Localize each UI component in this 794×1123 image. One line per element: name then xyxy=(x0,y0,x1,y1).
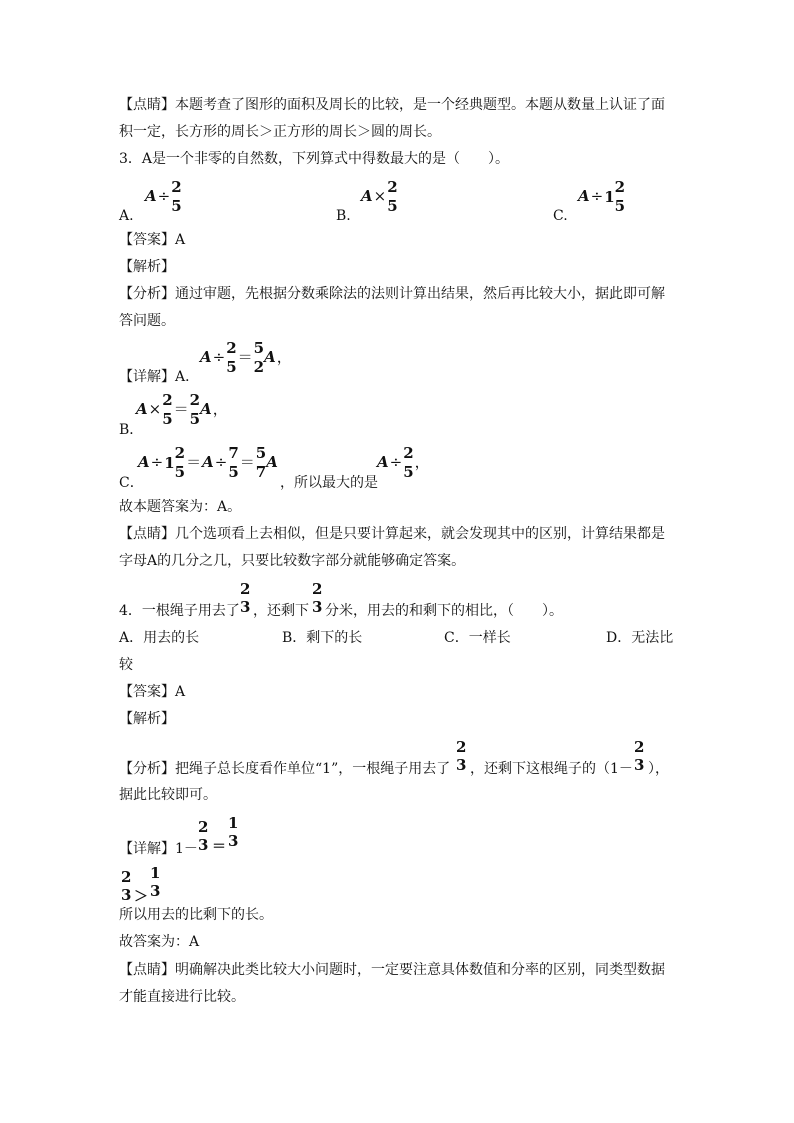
detail-c-max-expr: A÷ 2 5 ， xyxy=(377,444,430,481)
comment-line: 才能直接进行比较。 xyxy=(119,989,245,1005)
q4-fraction-used: 2 3 xyxy=(240,580,251,616)
answer-label: 【答案】A xyxy=(119,232,186,248)
option-a-label: A. xyxy=(119,208,134,224)
analysis-line-prefix: 【分析】把绳子总长度看作单位“1”，一根绳子用去了 xyxy=(119,761,451,777)
analysis-line: 据此比较即可。 xyxy=(119,787,217,803)
option-c-expr: A÷1 2 5 xyxy=(578,178,626,215)
analysis-line: 答问题。 xyxy=(119,313,175,329)
analysis-label: 【解析】 xyxy=(119,259,175,275)
detail-a-label: 【详解】A． xyxy=(119,369,200,385)
detail-q4-frac1: 2 3 xyxy=(198,818,209,854)
detail-b-label: B． xyxy=(119,422,144,438)
option-b-expr: A× 2 5 xyxy=(361,178,398,215)
option-b-label: B. xyxy=(336,208,351,224)
compare-gt: ＞ xyxy=(134,889,148,905)
answer-label: 【答案】A xyxy=(119,684,186,700)
question-4-mid: ，还剩下 xyxy=(253,603,309,619)
detail-q4-label: 【详解】1－ xyxy=(119,841,198,857)
q4-option-a: A．用去的长 xyxy=(119,630,200,646)
detail-q4-eq: ＝ xyxy=(212,839,226,855)
fx2-fraction-left: 2 3 xyxy=(634,738,645,774)
detail-c-expr: A÷1 2 5 ＝A÷ 7 5 ＝ 5 7 A xyxy=(138,444,278,481)
q4-option-d: D．无法比 xyxy=(606,630,674,646)
q4-option-d-wrap: 较 xyxy=(119,657,133,673)
analysis-line-mid: ，还剩下这根绳子的（1－ xyxy=(470,761,633,777)
detail-c-label: C． xyxy=(119,475,144,491)
option-c-label: C. xyxy=(553,208,568,224)
comment-line: 积一定，长方形的周长＞正方形的周长＞圆的周长。 xyxy=(119,124,441,140)
q4-option-c: C．一样长 xyxy=(444,630,511,646)
q4-option-b: B．剩下的长 xyxy=(282,630,363,646)
detail-c-conclusion-text: ，所以最大的是 xyxy=(280,475,378,491)
compare-frac-used: 2 3 xyxy=(121,868,132,904)
detail-a-expr: A÷ 2 5 ＝ 5 2 A， xyxy=(200,339,292,376)
analysis-line: 【分析】通过审题，先根据分数乘除法的法则计算出结果，然后再比较大小，据此即可解 xyxy=(119,286,665,302)
option-a-expr: A÷ 2 5 xyxy=(145,178,182,215)
q4-fraction-left: 2 3 xyxy=(312,580,323,616)
question-4-suffix: 分米，用去的和剩下的相比，（ ）。 xyxy=(325,603,563,619)
comment-line: 【点睛】明确解决此类比较大小问题时，一定要注意具体数值和分率的区别，同类型数据 xyxy=(119,962,665,978)
comment-line: 字母A的几分之几，只要比较数字部分就能够确定答案。 xyxy=(119,553,466,569)
comment-line: 【点睛】本题考查了图形的面积及周长的比较，是一个经典题型。本题从数量上认证了面 xyxy=(119,97,665,113)
analysis-label: 【解析】 xyxy=(119,711,175,727)
question-4-prefix: 4．一根绳子用去了 xyxy=(119,603,240,619)
compare-frac-left: 1 3 xyxy=(150,864,161,900)
question-3: 3．A是一个非零的自然数，下列算式中得数最大的是（ ）。 xyxy=(119,151,510,167)
fx2-fraction-used: 2 3 xyxy=(456,738,467,774)
detail-b-expr: A× 2 5 ＝ 2 5 A， xyxy=(136,391,228,428)
conclusion: 故答案为：A xyxy=(119,934,200,950)
detail-q4-frac2: 1 3 xyxy=(228,814,239,850)
comment-line: 【点睛】几个选项看上去相似，但是只要计算起来，就会发现其中的区别，计算结果都是 xyxy=(119,526,665,542)
analysis-line-suffix: ）， xyxy=(648,761,669,777)
conclusion: 所以用去的比剩下的长。 xyxy=(119,907,273,923)
conclusion: 故本题答案为：A。 xyxy=(119,499,242,515)
